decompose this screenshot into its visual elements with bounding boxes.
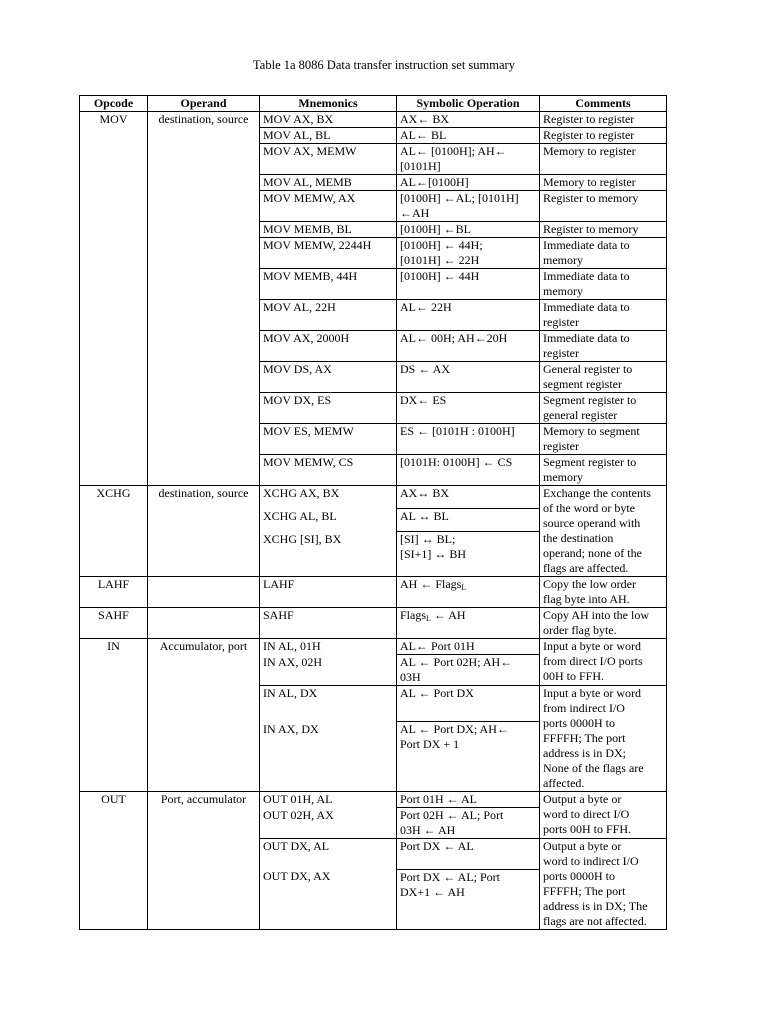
mnemonic-cell: XCHG AL, BL [260,509,397,532]
symbolic-cell: [SI] ↔ BL; [SI+1] ↔ BH [397,532,540,577]
comment-cell: Segment register to general register [540,393,667,424]
operand-cell: destination, source [148,112,260,486]
comment-cell: Segment register to memory [540,455,667,486]
operand-cell: destination, source [148,486,260,577]
comment-cell: Output a byte or word to direct I/O ports 00H to FFH. [540,792,667,839]
opcode-cell: MOV [80,112,148,486]
opcode-cell: IN [80,639,148,686]
symbolic-cell: [0100H] ←BL [397,222,540,238]
symbolic-cell: [0100H] ← 44H [397,269,540,300]
mnemonic-cell: MOV AX, MEMW [260,144,397,175]
opcode-cell: OUT [80,792,148,839]
symbolic-cell: [0100H] ←AL; [0101H] ←AH [397,191,540,222]
mnemonic-cell: XCHG [SI], BX [260,532,397,577]
header-opcode: Opcode [80,96,148,112]
mnemonic-cell: OUT 02H, AX [260,808,397,839]
mnemonic-cell: MOV ES, MEMW [260,424,397,455]
symbolic-cell: AX← BX [397,112,540,128]
instruction-table [79,95,667,930]
mnemonic-cell: OUT DX, AL [260,839,397,870]
symbolic-cell: AL ← Port DX [397,686,540,722]
comment-cell: Immediate data to memory [540,238,667,269]
comment-cell: Memory to register [540,144,667,175]
mnemonic-cell: LAHF [260,577,397,608]
symbolic-cell: AH ← Flags$_L$ [397,577,540,608]
symbolic-cell: AL← [0100H]; AH← [0101H] [397,144,540,175]
mnemonic-cell: SAHF [260,608,397,639]
table-body [80,112,667,930]
comment-cell: Copy AH into the low order flag byte. [540,608,667,639]
symbolic-cell: DS ← AX [397,362,540,393]
mnemonic-cell: OUT 01H, AL [260,792,397,808]
mnemonic-cell: MOV DS, AX [260,362,397,393]
symbolic-cell: Port DX ← AL; Port DX+1 ← AH [397,869,540,929]
symbolic-cell: AL← BL [397,128,540,144]
comment-cell: Input a byte or word from direct I/O ports 00H to FFH. [540,639,667,686]
header-operand: Operand [148,96,260,112]
operand-cell [148,577,260,608]
in-indirect-row [80,686,667,722]
mnemonic-cell: MOV AL, BL [260,128,397,144]
comment-cell: Immediate data to register [540,331,667,362]
opcode-cell [80,686,148,792]
comment-cell: Immediate data to memory [540,269,667,300]
operand-cell: Accumulator, port [148,639,260,686]
in-direct-row [80,639,667,655]
mnemonic-cell: MOV DX, ES [260,393,397,424]
mnemonic-cell: IN AX, DX [260,722,397,792]
symbolic-cell: AL ← Port 02H; AH← 03H [397,655,540,686]
comment-cell: Register to memory [540,222,667,238]
symbolic-cell: ES ← [0101H : 0100H] [397,424,540,455]
operand-cell [148,686,260,792]
symbolic-cell: [0101H: 0100H] ← CS [397,455,540,486]
sahf-row [80,608,667,639]
symbolic-cell: AL← Port 01H [397,639,540,655]
comment-cell: Register to register [540,128,667,144]
mnemonic-cell: IN AL, 01H [260,639,397,655]
mnemonic-cell: MOV MEMB, 44H [260,269,397,300]
header-symbolic-operation: Symbolic Operation [397,96,540,112]
lahf-row [80,577,667,608]
mnemonic-cell: MOV MEMW, AX [260,191,397,222]
operand-cell [148,608,260,639]
operand-cell [148,839,260,930]
symbolic-cell: AL← 22H [397,300,540,331]
mnemonic-cell: MOV MEMW, 2244H [260,238,397,269]
symbolic-cell: AL← 00H; AH←20H [397,331,540,362]
mnemonic-cell: IN AL, DX [260,686,397,722]
mnemonic-cell: IN AX, 02H [260,655,397,686]
table-caption: Table 1a 8086 Data transfer instruction set summary [253,58,515,72]
symbolic-cell: AL ← Port DX; AH← Port DX + 1 [397,722,540,792]
comment-cell: Memory to segment register [540,424,667,455]
comment-cell: Register to register [540,112,667,128]
comment-cell: Register to memory [540,191,667,222]
symbolic-cell: Flags$_L$ ← AH [397,608,540,639]
symbolic-cell: AL←[0100H] [397,175,540,191]
header-comments: Comments [540,96,667,112]
mnemonic-cell: MOV MEMW, CS [260,455,397,486]
opcode-cell: LAHF [80,577,148,608]
out-indirect-row [80,839,667,870]
symbolic-cell: AL ↔ BL [397,509,540,532]
header-mnemonics: Mnemonics [260,96,397,112]
mnemonic-cell: XCHG AX, BX [260,486,397,509]
opcode-cell: SAHF [80,608,148,639]
opcode-cell [80,839,148,930]
comment-cell: Memory to register [540,175,667,191]
mnemonic-cell: OUT DX, AX [260,869,397,929]
mnemonic-cell: MOV AL, MEMB [260,175,397,191]
symbolic-cell: Port 02H ← AL; Port 03H ← AH [397,808,540,839]
symbolic-cell: Port 01H ← AL [397,792,540,808]
comment-cell: General register to segment register [540,362,667,393]
comment-cell: Copy the low order flag byte into AH. [540,577,667,608]
comment-cell: Input a byte or word from indirect I/O ports 0000H to FFFFH; The port address is in DX; None of the flags are affected. [540,686,667,792]
comment-cell: Immediate data to register [540,300,667,331]
out-direct-row [80,792,667,808]
xchg-row [80,486,667,509]
symbolic-cell: DX← ES [397,393,540,424]
comment-cell: Output a byte or word to indirect I/O ports 0000H to FFFFH; The port address is in DX; The flags are not affected. [540,839,667,930]
opcode-cell: XCHG [80,486,148,577]
mov-row [80,112,667,128]
operand-cell: Port, accumulator [148,792,260,839]
symbolic-cell: Port DX ← AL [397,839,540,870]
symbolic-cell: [0100H] ← 44H; [0101H] ← 22H [397,238,540,269]
mnemonic-cell: MOV AL, 22H [260,300,397,331]
symbolic-cell: AX↔ BX [397,486,540,509]
mnemonic-cell: MOV AX, 2000H [260,331,397,362]
header-row [80,96,667,112]
mnemonic-cell: MOV AX, BX [260,112,397,128]
mnemonic-cell: MOV MEMB, BL [260,222,397,238]
comment-cell: Exchange the contents of the word or byte source operand with the destination operand; none of the flags are affected. [540,486,667,577]
